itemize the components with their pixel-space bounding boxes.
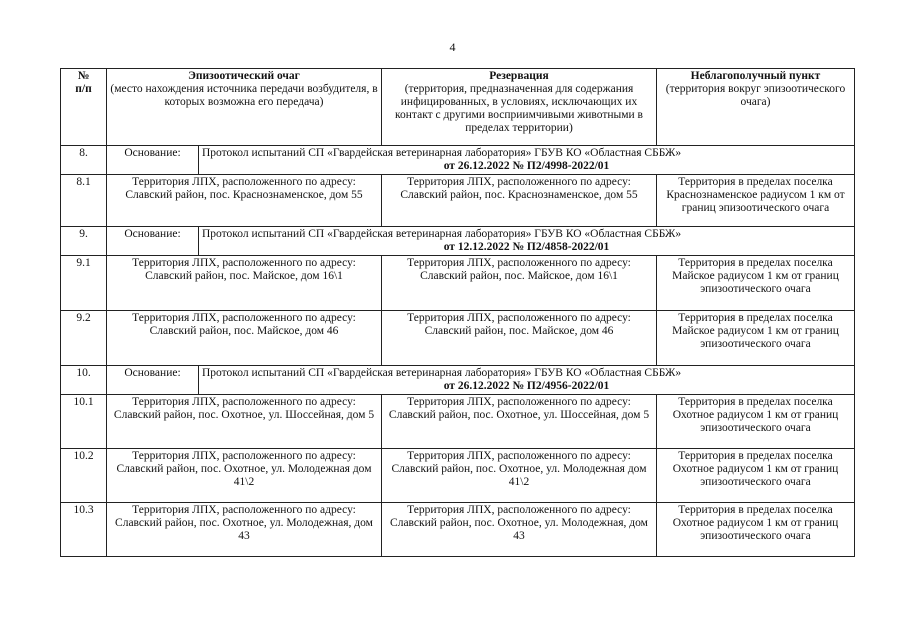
header-focus-title: Эпизоотический очаг xyxy=(188,70,300,82)
table-row xyxy=(61,449,855,503)
row-number: 9.2 xyxy=(61,311,107,366)
focus-cell: Территория ЛПХ, расположенного по адресу: Славский район, пос. Майское, дом 46 xyxy=(107,311,382,366)
focus-cell: Территория ЛПХ, расположенного по адресу: Славский район, пос. Охотное, ул. Молодежная дом 41\2 xyxy=(107,449,382,503)
table-row xyxy=(61,175,855,227)
reservation-cell: Территория ЛПХ, расположенного по адресу: Славский район, пос. Охотное, ул. Шоссейная, дом 5 xyxy=(382,395,657,449)
protocol-cell xyxy=(199,146,855,175)
protocol-ref: от 26.12.2022 № П2/4956-2022/01 xyxy=(443,380,610,392)
group-number: 9. xyxy=(61,227,107,256)
header-num-sign: № xyxy=(77,70,90,82)
protocol-text: Протокол испытаний СП «Гвардейская ветеринарная лаборатория» ГБУВ КО «Областная СББЖ» xyxy=(202,228,682,240)
basis-label: Основание: xyxy=(107,227,199,256)
reservation-cell: Территория ЛПХ, расположенного по адресу: Славский район, пос. Охотное, ул. Молодежная дом 41\2 xyxy=(382,449,657,503)
header-reservation-title: Резервация xyxy=(489,70,549,82)
protocol-cell xyxy=(199,366,855,395)
header-num xyxy=(61,69,107,146)
focus-cell: Территория ЛПХ, расположенного по адресу: Славский район, пос. Майское, дом 16\1 xyxy=(107,256,382,311)
protocol-ref: от 26.12.2022 № П2/4998-2022/01 xyxy=(443,160,610,172)
group-number: 8. xyxy=(61,146,107,175)
header-num-pp: п/п xyxy=(75,83,92,95)
basis-row xyxy=(61,227,855,256)
table-row xyxy=(61,256,855,311)
point-cell: Территория в пределах поселка Краснознаменское радиусом 1 км от границ эпизоотического очага xyxy=(657,175,855,227)
group-number: 10. xyxy=(61,366,107,395)
reservation-cell: Территория ЛПХ, расположенного по адресу: Славский район, пос. Краснознаменское, дом 55 xyxy=(382,175,657,227)
page-number: 4 xyxy=(449,40,456,54)
table-row xyxy=(61,311,855,366)
header-point-title: Неблагополучный пункт xyxy=(690,70,821,82)
basis-row xyxy=(61,366,855,395)
point-cell: Территория в пределах поселка Охотное радиусом 1 км от границ эпизоотического очага xyxy=(657,449,855,503)
reservation-cell: Территория ЛПХ, расположенного по адресу: Славский район, пос. Охотное, ул. Молодежная, дом 43 xyxy=(382,503,657,557)
row-number: 8.1 xyxy=(61,175,107,227)
protocol-ref: от 12.12.2022 № П2/4858-2022/01 xyxy=(443,241,610,253)
table-header-row xyxy=(61,69,855,146)
protocol-cell xyxy=(199,227,855,256)
basis-row xyxy=(61,146,855,175)
header-reservation xyxy=(382,69,657,146)
header-reservation-sub: (территория, предназначенная для содержания инфицированных, в условиях, исключающих их контакт с другими восприимчивыми животными в пределах территории) xyxy=(395,83,643,134)
table-row xyxy=(61,395,855,449)
point-cell: Территория в пределах поселка Майское радиусом 1 км от границ эпизоотического очага xyxy=(657,311,855,366)
basis-label: Основание: xyxy=(107,366,199,395)
epizootic-table xyxy=(60,68,855,557)
protocol-text: Протокол испытаний СП «Гвардейская ветеринарная лаборатория» ГБУВ КО «Областная СББЖ» xyxy=(202,147,682,159)
header-point-sub: (территория вокруг эпизоотического очага) xyxy=(665,83,846,108)
reservation-cell: Территория ЛПХ, расположенного по адресу: Славский район, пос. Майское, дом 46 xyxy=(382,311,657,366)
row-number: 10.2 xyxy=(61,449,107,503)
focus-cell: Территория ЛПХ, расположенного по адресу: Славский район, пос. Охотное, ул. Шоссейная, дом 5 xyxy=(107,395,382,449)
point-cell: Территория в пределах поселка Охотное радиусом 1 км от границ эпизоотического очага xyxy=(657,503,855,557)
protocol-text: Протокол испытаний СП «Гвардейская ветеринарная лаборатория» ГБУВ КО «Областная СББЖ» xyxy=(202,367,682,379)
basis-label: Основание: xyxy=(107,146,199,175)
row-number: 10.3 xyxy=(61,503,107,557)
reservation-cell: Территория ЛПХ, расположенного по адресу: Славский район, пос. Майское, дом 16\1 xyxy=(382,256,657,311)
focus-cell: Территория ЛПХ, расположенного по адресу: Славский район, пос. Краснознаменское, дом 55 xyxy=(107,175,382,227)
header-point xyxy=(657,69,855,146)
table-row xyxy=(61,503,855,557)
point-cell: Территория в пределах поселка Майское радиусом 1 км от границ эпизоотического очага xyxy=(657,256,855,311)
row-number: 9.1 xyxy=(61,256,107,311)
header-focus-sub: (место нахождения источника передачи возбудителя, в которых возможна его передача) xyxy=(110,83,378,108)
row-number: 10.1 xyxy=(61,395,107,449)
header-focus xyxy=(107,69,382,146)
focus-cell: Территория ЛПХ, расположенного по адресу: Славский район, пос. Охотное, ул. Молодежная, дом 43 xyxy=(107,503,382,557)
point-cell: Территория в пределах поселка Охотное радиусом 1 км от границ эпизоотического очага xyxy=(657,395,855,449)
